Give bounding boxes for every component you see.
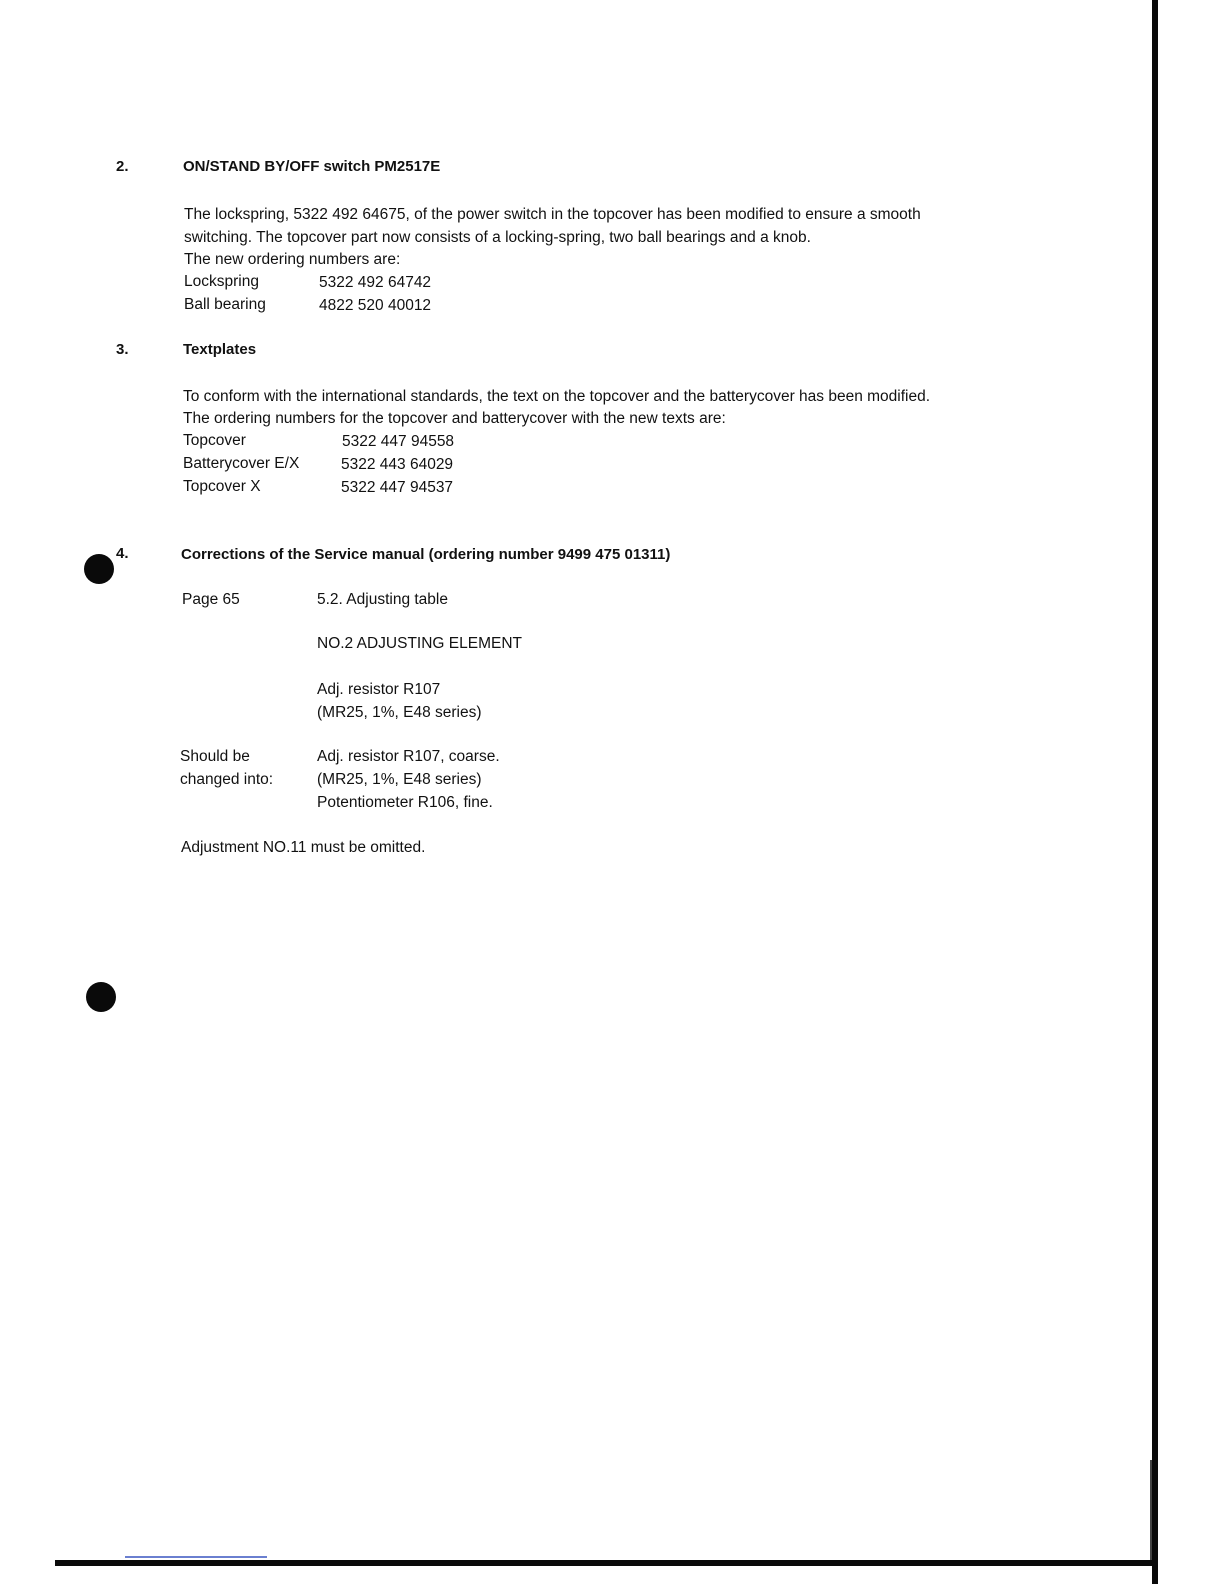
section-number: 2. (116, 158, 129, 175)
part-name: Topcover X (183, 478, 261, 495)
table-reference: 5.2. Adjusting table (317, 591, 448, 608)
part-name: Batterycover E/X (183, 455, 300, 472)
section-heading: ON/STAND BY/OFF switch PM2517E (183, 158, 441, 175)
paragraph-line: The new ordering numbers are: (184, 251, 401, 268)
new-spec-line: Adj. resistor R107, coarse. (317, 748, 500, 765)
part-number: 5322 447 94537 (341, 479, 454, 496)
section-heading: Corrections of the Service manual (ordering number 9499 475 01311) (181, 546, 671, 563)
new-spec-line: (MR25, 1%, E48 series) (317, 771, 482, 788)
paragraph-line: The lockspring, 5322 492 64675, of the power switch in the topcover has been modified to ensure a smooth (184, 206, 921, 223)
page-reference: Page 65 (182, 591, 240, 608)
part-number: 4822 520 40012 (319, 297, 432, 314)
scan-bottom-border (55, 1560, 1158, 1566)
original-spec-line: Adj. resistor R107 (317, 681, 441, 698)
omission-note: Adjustment NO.11 must be omitted. (181, 839, 426, 856)
part-name: Ball bearing (184, 296, 266, 313)
new-spec-line: Potentiometer R106, fine. (317, 794, 493, 811)
punch-hole-mark (84, 554, 114, 584)
paragraph-line: The ordering numbers for the topcover and batterycover with the new texts are: (183, 410, 726, 427)
part-name: Topcover (183, 432, 246, 449)
scan-right-border-thin (1150, 1460, 1152, 1560)
part-name: Lockspring (184, 273, 259, 290)
scan-bottom-mark (125, 1556, 267, 1558)
section-heading: Textplates (183, 341, 257, 358)
part-number: 5322 447 94558 (342, 433, 455, 450)
part-number: 5322 443 64029 (341, 456, 454, 473)
paragraph-line: To conform with the international standards, the text on the topcover and the batterycover has been modified. (183, 388, 931, 405)
original-spec-line: (MR25, 1%, E48 series) (317, 704, 482, 721)
part-number: 5322 492 64742 (319, 274, 432, 291)
punch-hole-mark (86, 982, 116, 1012)
element-heading: NO.2 ADJUSTING ELEMENT (317, 635, 522, 652)
scan-right-border (1152, 0, 1158, 1584)
change-label: Should be (180, 748, 250, 765)
change-label: changed into: (180, 771, 274, 788)
paragraph-line: switching. The topcover part now consists of a locking-spring, two ball bearings and a knob. (184, 229, 811, 246)
section-number: 3. (116, 341, 129, 358)
section-number: 4. (116, 545, 129, 562)
